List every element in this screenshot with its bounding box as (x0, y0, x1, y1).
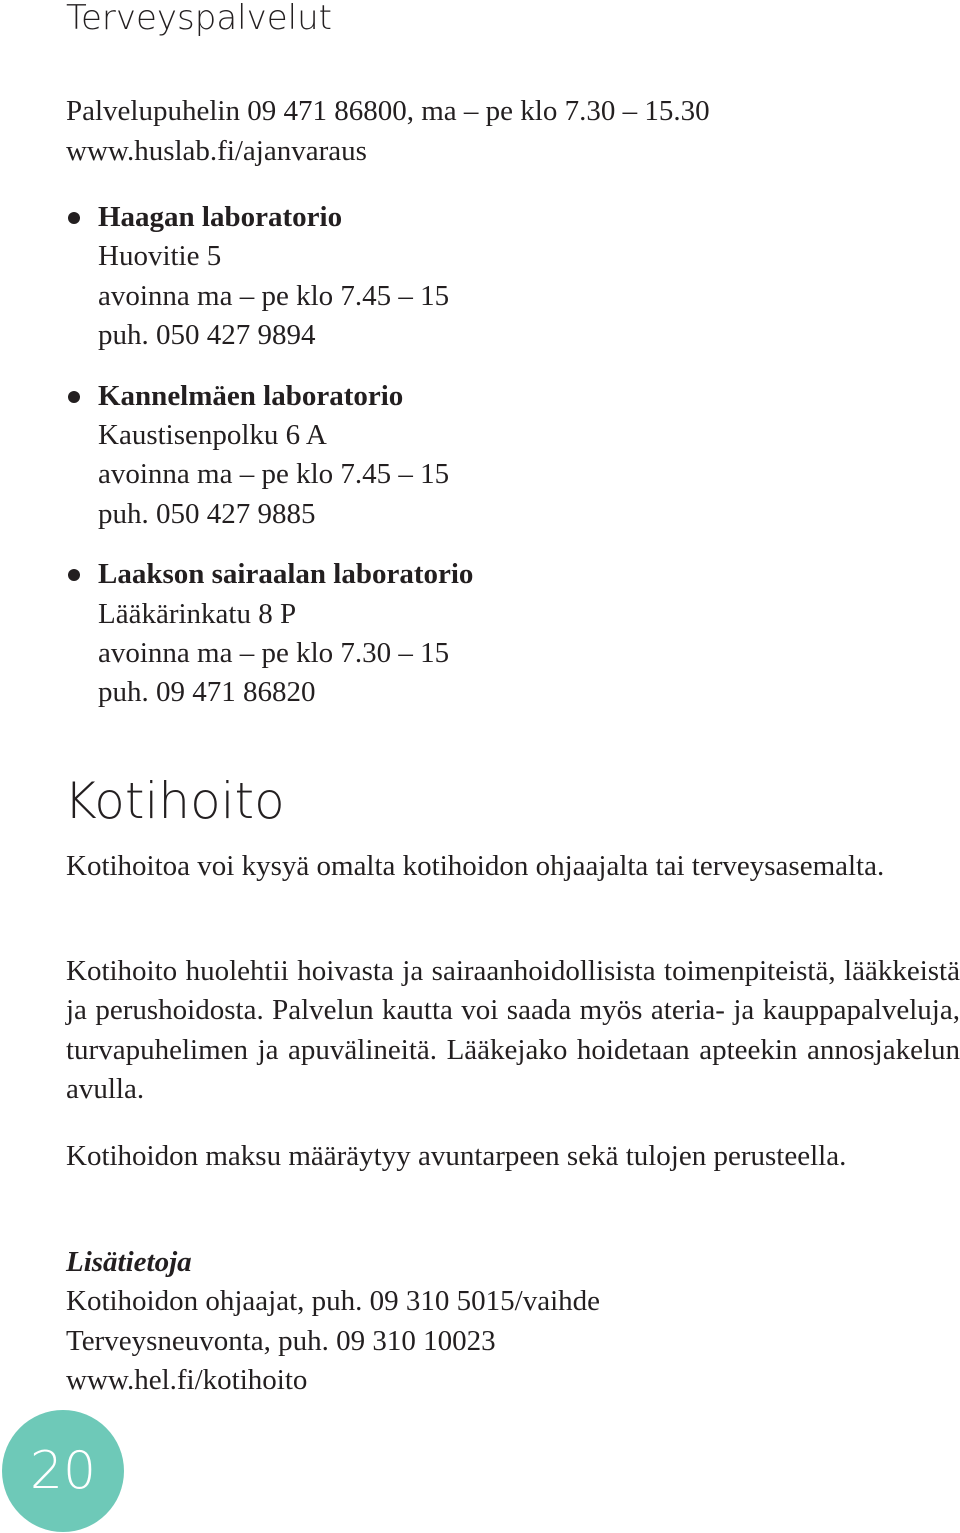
paragraph-fee: Kotihoidon maksu määräytyy avuntarpeen sekä tulojen perusteella. (66, 1140, 847, 1172)
section-heading: Terveyspalvelut (66, 0, 332, 38)
more-info-url-link[interactable]: www.hel.fi/kotihoito (66, 1363, 308, 1396)
list-item (66, 555, 473, 712)
lab-phone: puh. 09 471 86820 (98, 676, 316, 709)
paragraph-availability: Kotihoitoa voi kysyä omalta kotihoidon ohjaajalta tai terveysasemalta. (66, 850, 885, 882)
lab-address: Kaustisenpolku 6 A (98, 418, 327, 451)
booking-url-link[interactable]: www.huslab.fi/ajanvaraus (66, 134, 367, 167)
more-info-line-supervisors: Kotihoidon ohjaajat, puh. 09 310 5015/vaihde (66, 1285, 601, 1318)
lab-hours: avoinna ma – pe klo 7.45 – 15 (98, 458, 450, 491)
more-info-line-health-advice: Terveysneuvonta, puh. 09 310 10023 (66, 1324, 496, 1357)
paragraph-services: Kotihoito huolehtii hoivasta ja sairaanhoidollisista toimenpiteistä, lääkkeistä ja perushoidosta. Palvelun kautta voi saada myös ateria- ja kauppapalveluja, turvapuhelimen ja apuvälineitä. Lääkejako hoidetaan apteekin annosjakelun avulla. (66, 955, 960, 1105)
lab-name: Haagan laboratorio (98, 201, 343, 233)
lab-phone: puh. 050 427 9885 (98, 497, 316, 530)
lab-address: Lääkärinkatu 8 P (98, 597, 297, 630)
kotihoito-heading: Kotihoito (64, 772, 285, 830)
more-info-block (66, 1243, 600, 1400)
page-number-badge (2, 1410, 124, 1532)
lab-hours: avoinna ma – pe klo 7.45 – 15 (98, 279, 450, 312)
more-info-title: Lisätietoja (66, 1246, 192, 1278)
laboratory-list (66, 198, 473, 734)
lab-name: Laakson sairaalan laboratorio (98, 558, 474, 591)
bullet-icon (68, 569, 80, 581)
list-item (66, 377, 473, 534)
service-phone-line: Palvelupuhelin 09 471 86800, ma – pe klo 7.30 – 15.30 (66, 95, 710, 127)
lab-phone: puh. 050 427 9894 (98, 318, 316, 351)
lab-name: Kannelmäen laboratorio (98, 379, 404, 412)
lab-address: Huovitie 5 (98, 240, 222, 273)
lab-hours: avoinna ma – pe klo 7.30 – 15 (98, 636, 450, 669)
page-number: 20 (29, 1441, 97, 1501)
list-item (66, 198, 473, 355)
bullet-icon (68, 391, 80, 403)
service-phone-block (66, 92, 710, 171)
bullet-icon (68, 212, 80, 224)
